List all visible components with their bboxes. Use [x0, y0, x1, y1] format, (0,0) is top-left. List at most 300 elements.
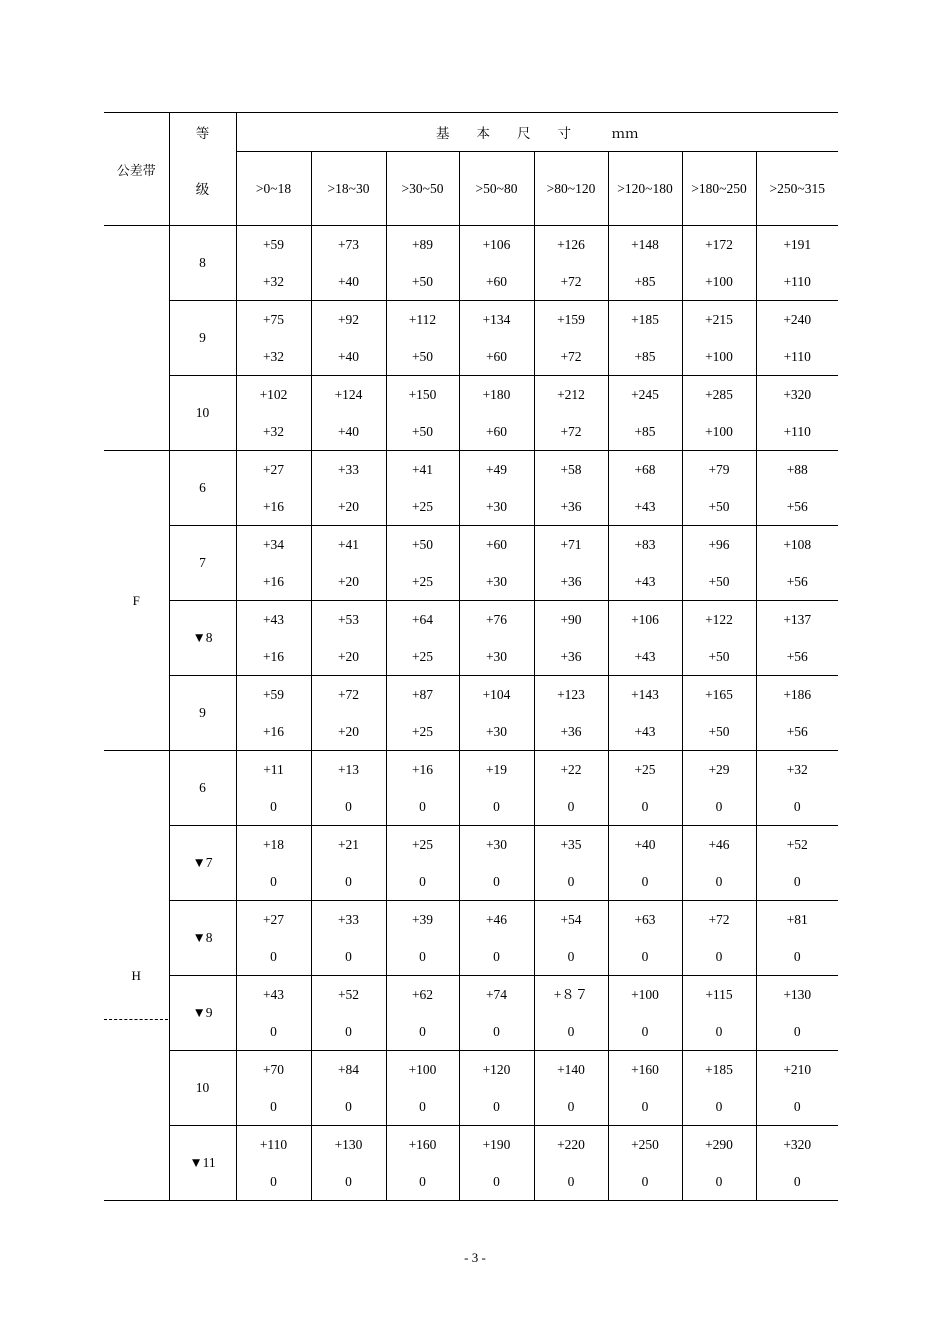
deviation-cell	[236, 901, 311, 976]
deviation-cell	[534, 826, 608, 901]
upper-deviation: +13	[337, 761, 360, 777]
lower-deviation: 0	[793, 798, 801, 814]
deviation-cell	[756, 751, 838, 826]
upper-deviation: +159	[557, 311, 585, 327]
upper-deviation: +190	[482, 1136, 511, 1152]
deviation-cell	[386, 226, 459, 301]
upper-deviation: +63	[634, 911, 656, 927]
lower-deviation: +32	[262, 423, 285, 439]
upper-deviation: +18	[262, 836, 285, 852]
upper-deviation: +122	[705, 611, 733, 627]
upper-deviation: +92	[337, 311, 360, 327]
deviation-cell	[386, 526, 459, 601]
lower-deviation: 0	[793, 948, 801, 964]
upper-deviation: +40	[634, 836, 656, 852]
lower-deviation: 0	[715, 948, 723, 964]
deviation-cell	[386, 1051, 459, 1126]
upper-deviation: +46	[485, 911, 508, 927]
deviation-cell	[386, 601, 459, 676]
lower-deviation: +85	[634, 273, 656, 289]
lower-deviation: +43	[634, 723, 656, 739]
lower-deviation: 0	[641, 1098, 649, 1114]
dashed-marker	[104, 1019, 168, 1020]
upper-deviation: +180	[482, 386, 511, 402]
deviation-cell	[236, 301, 311, 376]
deviation-cell	[756, 601, 838, 676]
lower-deviation: +25	[411, 648, 434, 664]
deviation-cell	[534, 601, 608, 676]
lower-deviation: +16	[262, 498, 285, 514]
lower-deviation: +30	[485, 648, 508, 664]
lower-deviation: +40	[337, 423, 360, 439]
upper-deviation: +240	[783, 311, 812, 327]
deviation-cell	[756, 1126, 838, 1201]
lower-deviation: +20	[337, 723, 360, 739]
upper-deviation: +250	[631, 1136, 659, 1152]
lower-deviation: +25	[411, 498, 434, 514]
tolerance-band-cell	[104, 226, 169, 451]
upper-deviation: +64	[411, 611, 434, 627]
lower-deviation: 0	[419, 798, 426, 814]
upper-deviation: +104	[482, 686, 511, 702]
deviation-cell	[682, 526, 756, 601]
grade-cell: 10	[169, 376, 236, 451]
deviation-cell	[682, 976, 756, 1051]
deviation-cell	[534, 226, 608, 301]
lower-deviation: +85	[634, 423, 656, 439]
table-row	[104, 301, 838, 376]
deviation-cell	[756, 226, 838, 301]
deviation-cell	[534, 301, 608, 376]
upper-deviation: +29	[708, 761, 730, 777]
lower-deviation: +56	[786, 723, 808, 739]
deviation-cell	[682, 1051, 756, 1126]
upper-deviation: +160	[408, 1136, 437, 1152]
size-range-row	[104, 152, 838, 226]
lower-deviation: 0	[567, 873, 575, 889]
table-row	[104, 826, 838, 901]
upper-deviation: +30	[485, 836, 508, 852]
lower-deviation: 0	[567, 1023, 575, 1039]
upper-deviation: +68	[634, 461, 656, 477]
deviation-cell	[608, 451, 682, 526]
upper-deviation: +84	[337, 1061, 360, 1077]
deviation-cell	[386, 301, 459, 376]
upper-deviation: +33	[337, 461, 360, 477]
deviation-cell	[608, 376, 682, 451]
deviation-cell	[311, 1051, 386, 1126]
lower-deviation: +36	[560, 648, 582, 664]
deviation-cell	[756, 376, 838, 451]
deviation-cell	[534, 751, 608, 826]
grade-cell: 10	[169, 1051, 236, 1126]
lower-deviation: 0	[270, 873, 277, 889]
lower-deviation: 0	[419, 1173, 426, 1189]
upper-deviation: +100	[631, 986, 659, 1002]
upper-deviation: +320	[783, 1136, 812, 1152]
deviation-cell	[534, 526, 608, 601]
upper-deviation: +53	[337, 611, 360, 627]
size-range-header: >30~50	[386, 152, 459, 226]
lower-deviation: +43	[634, 573, 656, 589]
tolerance-band-cell: F	[104, 451, 169, 751]
deviation-cell	[311, 826, 386, 901]
lower-deviation: 0	[270, 1023, 277, 1039]
upper-deviation: +110	[259, 1136, 288, 1152]
table-row	[104, 1126, 838, 1201]
deviation-cell	[386, 901, 459, 976]
deviation-cell	[236, 1051, 311, 1126]
deviation-cell	[756, 676, 838, 751]
lower-deviation: 0	[493, 1098, 500, 1114]
deviation-cell	[459, 676, 534, 751]
upper-deviation: +50	[411, 536, 434, 552]
grade-cell: 7	[169, 526, 236, 601]
lower-deviation: +50	[411, 348, 434, 364]
lower-deviation: 0	[493, 948, 500, 964]
size-range-header: >180~250	[682, 152, 756, 226]
lower-deviation: 0	[567, 798, 575, 814]
deviation-cell	[608, 901, 682, 976]
upper-deviation: +８７	[553, 986, 589, 1002]
lower-deviation: +40	[337, 273, 360, 289]
upper-deviation: +43	[262, 611, 285, 627]
deviation-cell	[311, 301, 386, 376]
upper-deviation: +120	[482, 1061, 511, 1077]
upper-deviation: +76	[485, 611, 508, 627]
upper-deviation: +52	[786, 836, 808, 852]
deviation-cell	[756, 826, 838, 901]
upper-deviation: +27	[262, 461, 285, 477]
upper-deviation: +96	[708, 536, 730, 552]
lower-deviation: +30	[485, 723, 508, 739]
lower-deviation: +72	[560, 423, 582, 439]
table-row	[104, 751, 838, 826]
lower-deviation: 0	[641, 948, 649, 964]
upper-deviation: +290	[705, 1136, 733, 1152]
lower-deviation: +56	[786, 498, 808, 514]
deviation-cell	[236, 226, 311, 301]
deviation-cell	[756, 451, 838, 526]
lower-deviation: 0	[419, 948, 426, 964]
deviation-cell	[311, 526, 386, 601]
table-row	[104, 451, 838, 526]
lower-deviation: 0	[567, 1173, 575, 1189]
lower-deviation: 0	[270, 1173, 277, 1189]
deviation-cell	[459, 976, 534, 1051]
deviation-cell	[682, 826, 756, 901]
deviation-cell	[236, 676, 311, 751]
lower-deviation: 0	[715, 1173, 723, 1189]
lower-deviation: 0	[641, 1023, 649, 1039]
lower-deviation: +36	[560, 498, 582, 514]
table-row	[104, 226, 838, 301]
upper-deviation: +35	[560, 836, 582, 852]
lower-deviation: +56	[786, 648, 808, 664]
lower-deviation: 0	[793, 873, 801, 889]
lower-deviation: +60	[485, 273, 508, 289]
deviation-cell	[608, 1051, 682, 1126]
lower-deviation: +56	[786, 573, 808, 589]
grade-cell: ▼8	[169, 901, 236, 976]
table-row	[104, 901, 838, 976]
deviation-cell	[682, 1126, 756, 1201]
upper-deviation: +34	[262, 536, 285, 552]
basic-size-header: 基 本 尺 寸 ｍｍ	[236, 113, 838, 152]
lower-deviation: +110	[783, 423, 811, 439]
lower-deviation: +72	[560, 348, 582, 364]
upper-deviation: +106	[482, 236, 511, 252]
lower-deviation: 0	[270, 798, 277, 814]
deviation-cell	[459, 826, 534, 901]
lower-deviation: +85	[634, 348, 656, 364]
size-range-header: >250~315	[756, 152, 838, 226]
upper-deviation: +100	[408, 1061, 437, 1077]
deviation-cell	[608, 826, 682, 901]
lower-deviation: +36	[560, 573, 582, 589]
lower-deviation: +100	[705, 423, 733, 439]
grade-cell: 6	[169, 451, 236, 526]
upper-deviation: +79	[708, 461, 730, 477]
upper-deviation: +74	[485, 986, 508, 1002]
upper-deviation: +185	[705, 1061, 733, 1077]
upper-deviation: +16	[411, 761, 434, 777]
deviation-cell	[608, 226, 682, 301]
deviation-cell	[386, 1126, 459, 1201]
deviation-cell	[311, 226, 386, 301]
lower-deviation: +30	[485, 573, 508, 589]
deviation-cell	[534, 376, 608, 451]
lower-deviation: +20	[337, 498, 360, 514]
upper-deviation: +39	[411, 911, 434, 927]
lower-deviation: +50	[708, 498, 730, 514]
lower-deviation: 0	[493, 798, 500, 814]
grade-cell: 9	[169, 301, 236, 376]
upper-deviation: +115	[705, 986, 733, 1002]
upper-deviation: +320	[783, 386, 812, 402]
upper-deviation: +148	[631, 236, 659, 252]
upper-deviation: +33	[337, 911, 360, 927]
deviation-cell	[608, 976, 682, 1051]
table-row	[104, 1051, 838, 1126]
lower-deviation: 0	[641, 873, 649, 889]
deviation-cell	[608, 1126, 682, 1201]
deviation-cell	[608, 601, 682, 676]
deviation-cell	[756, 526, 838, 601]
upper-deviation: +81	[786, 911, 808, 927]
upper-deviation: +87	[411, 686, 434, 702]
upper-deviation: +108	[783, 536, 812, 552]
upper-deviation: +62	[411, 986, 434, 1002]
deviation-cell	[534, 451, 608, 526]
upper-deviation: +106	[631, 611, 659, 627]
lower-deviation: +50	[708, 723, 730, 739]
deviation-cell	[459, 226, 534, 301]
tolerance-table	[104, 112, 838, 1201]
lower-deviation: 0	[493, 1023, 500, 1039]
upper-deviation: +191	[783, 236, 812, 252]
upper-deviation: +130	[334, 1136, 363, 1152]
lower-deviation: 0	[345, 948, 352, 964]
grade-cell: 6	[169, 751, 236, 826]
upper-deviation: +140	[557, 1061, 585, 1077]
lower-deviation: +16	[262, 573, 285, 589]
lower-deviation: +43	[634, 648, 656, 664]
deviation-cell	[682, 451, 756, 526]
lower-deviation: 0	[641, 1173, 649, 1189]
upper-deviation: +137	[783, 611, 812, 627]
deviation-cell	[459, 601, 534, 676]
upper-deviation: +123	[557, 686, 585, 702]
grade-cell: ▼7	[169, 826, 236, 901]
grade-cell: 8	[169, 226, 236, 301]
upper-deviation: +285	[705, 386, 733, 402]
lower-deviation: +32	[262, 273, 285, 289]
upper-deviation: +73	[337, 236, 360, 252]
upper-deviation: +27	[262, 911, 285, 927]
deviation-cell	[311, 976, 386, 1051]
upper-deviation: +19	[485, 761, 508, 777]
lower-deviation: 0	[715, 1023, 723, 1039]
deviation-cell	[459, 751, 534, 826]
band-header: 公差带	[104, 113, 169, 226]
upper-deviation: +130	[783, 986, 812, 1002]
deviation-cell	[311, 751, 386, 826]
deviation-cell	[311, 676, 386, 751]
deviation-cell	[682, 901, 756, 976]
page-number: - 3 -	[464, 1250, 486, 1265]
lower-deviation: +25	[411, 723, 434, 739]
upper-deviation: +46	[708, 836, 730, 852]
deviation-cell	[386, 376, 459, 451]
deviation-cell	[386, 826, 459, 901]
lower-deviation: +25	[411, 573, 434, 589]
upper-deviation: +150	[408, 386, 437, 402]
lower-deviation: 0	[345, 798, 352, 814]
deviation-cell	[311, 451, 386, 526]
deviation-cell	[236, 376, 311, 451]
deviation-cell	[756, 976, 838, 1051]
lower-deviation: +60	[485, 348, 508, 364]
lower-deviation: 0	[715, 873, 723, 889]
lower-deviation: 0	[493, 873, 500, 889]
deviation-cell	[608, 301, 682, 376]
upper-deviation: +172	[705, 236, 733, 252]
lower-deviation: +72	[560, 273, 582, 289]
lower-deviation: +50	[708, 573, 730, 589]
deviation-cell	[608, 751, 682, 826]
upper-deviation: +89	[411, 236, 434, 252]
deviation-cell	[236, 526, 311, 601]
lower-deviation: +43	[634, 498, 656, 514]
size-range-header: >80~120	[534, 152, 608, 226]
grade-cell: 9	[169, 676, 236, 751]
table-row	[104, 676, 838, 751]
size-range-header: >0~18	[236, 152, 311, 226]
upper-deviation: +21	[337, 836, 360, 852]
size-range-header: >18~30	[311, 152, 386, 226]
table-row	[104, 976, 838, 1051]
deviation-cell	[459, 901, 534, 976]
deviation-cell	[459, 376, 534, 451]
lower-deviation: 0	[419, 1098, 426, 1114]
upper-deviation: +215	[705, 311, 733, 327]
upper-deviation: +143	[631, 686, 659, 702]
deviation-cell	[682, 601, 756, 676]
deviation-cell	[682, 226, 756, 301]
lower-deviation: 0	[793, 1173, 801, 1189]
deviation-cell	[534, 901, 608, 976]
lower-deviation: +110	[783, 273, 811, 289]
deviation-cell	[311, 1126, 386, 1201]
lower-deviation: 0	[641, 798, 649, 814]
grade-header-top: 等	[169, 113, 236, 152]
grade-cell: ▼11	[169, 1126, 236, 1201]
lower-deviation: +16	[262, 723, 285, 739]
lower-deviation: 0	[793, 1023, 801, 1039]
lower-deviation: +20	[337, 648, 360, 664]
upper-deviation: +160	[631, 1061, 659, 1077]
lower-deviation: 0	[345, 873, 352, 889]
deviation-cell	[682, 676, 756, 751]
deviation-cell	[236, 451, 311, 526]
upper-deviation: +70	[262, 1061, 285, 1077]
lower-deviation: 0	[270, 948, 277, 964]
size-range-header: >120~180	[608, 152, 682, 226]
upper-deviation: +90	[560, 611, 582, 627]
deviation-cell	[459, 1051, 534, 1126]
upper-deviation: +165	[705, 686, 733, 702]
upper-deviation: +43	[262, 986, 285, 1002]
deviation-cell	[236, 751, 311, 826]
deviation-cell	[756, 301, 838, 376]
upper-deviation: +41	[337, 536, 360, 552]
lower-deviation: +110	[783, 348, 811, 364]
upper-deviation: +72	[708, 911, 730, 927]
upper-deviation: +75	[262, 311, 285, 327]
lower-deviation: 0	[419, 1023, 426, 1039]
lower-deviation: +50	[708, 648, 730, 664]
upper-deviation: +185	[631, 311, 659, 327]
lower-deviation: +32	[262, 348, 285, 364]
deviation-cell	[386, 676, 459, 751]
grade-header-bottom: 级	[169, 152, 236, 226]
upper-deviation: +59	[262, 236, 285, 252]
lower-deviation: 0	[793, 1098, 801, 1114]
upper-deviation: +49	[485, 461, 508, 477]
deviation-cell	[459, 301, 534, 376]
deviation-cell	[682, 301, 756, 376]
upper-deviation: +11	[263, 761, 284, 777]
deviation-cell	[682, 751, 756, 826]
lower-deviation: +100	[705, 348, 733, 364]
deviation-cell	[236, 601, 311, 676]
deviation-cell	[459, 1126, 534, 1201]
table-row	[104, 376, 838, 451]
upper-deviation: +212	[557, 386, 585, 402]
lower-deviation: 0	[493, 1173, 500, 1189]
upper-deviation: +83	[634, 536, 656, 552]
lower-deviation: +30	[485, 498, 508, 514]
deviation-cell	[311, 376, 386, 451]
upper-deviation: +71	[560, 536, 582, 552]
deviation-cell	[236, 1126, 311, 1201]
upper-deviation: +59	[262, 686, 285, 702]
lower-deviation: +100	[705, 273, 733, 289]
lower-deviation: +40	[337, 348, 360, 364]
upper-deviation: +112	[408, 311, 437, 327]
upper-deviation: +245	[631, 386, 659, 402]
